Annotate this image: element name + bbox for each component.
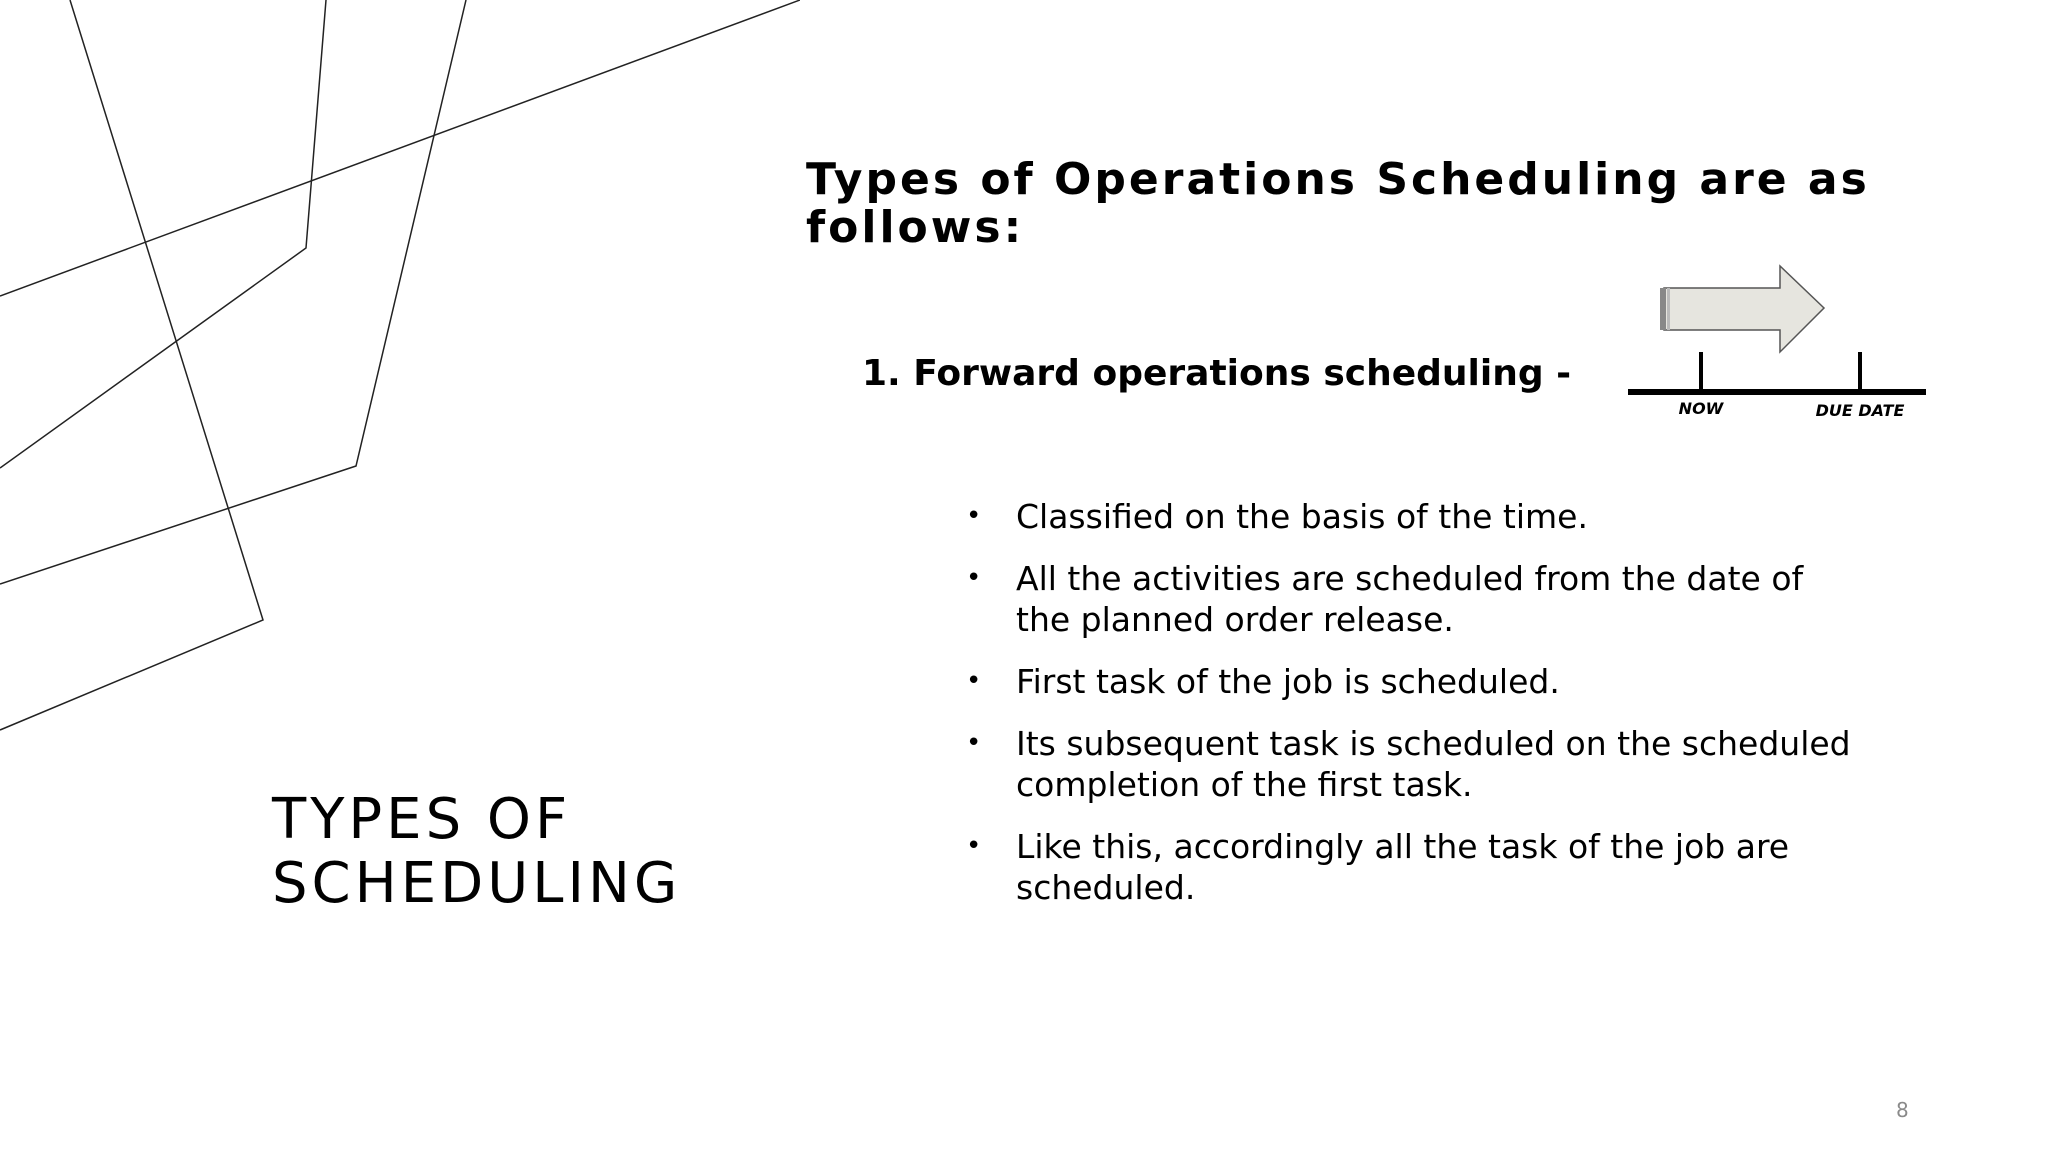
bullet-icon: •	[966, 831, 982, 861]
deco-line-1	[0, 0, 263, 730]
arrow-tail-band	[1660, 288, 1666, 330]
bullet-icon: •	[966, 563, 982, 593]
forward-scheduling-diagram	[1610, 258, 1930, 428]
list-item	[966, 558, 1866, 640]
bullet-icon: •	[966, 501, 982, 531]
list-item	[966, 496, 1866, 537]
arrow-tail-band-inner	[1667, 288, 1670, 330]
bullet-list	[966, 496, 1866, 929]
deco-line-4	[0, 0, 800, 296]
slide-title: TYPES OF SCHEDULING	[272, 787, 682, 916]
bullet-text: Its subsequent task is scheduled on the scheduled completion of the first task.	[1016, 724, 1851, 804]
list-item	[966, 826, 1866, 908]
decorative-lines	[0, 0, 800, 740]
deco-line-2	[0, 0, 326, 468]
list-item	[966, 661, 1866, 702]
slide-subtitle: Types of Operations Scheduling are as follows:	[806, 154, 1870, 253]
bullet-text: First task of the job is scheduled.	[1016, 662, 1560, 701]
now-label: NOW	[1678, 399, 1724, 418]
bullet-icon: •	[966, 728, 982, 758]
bullet-text: All the activities are scheduled from the date of the planned order release.	[1016, 559, 1804, 639]
due-date-label: DUE DATE	[1815, 401, 1905, 420]
page-number: 8	[1896, 1098, 1909, 1122]
bullet-text: Like this, accordingly all the task of the job are scheduled.	[1016, 827, 1790, 907]
bullet-icon: •	[966, 666, 982, 696]
forward-arrow-icon	[1664, 266, 1824, 352]
deco-line-3	[0, 0, 466, 584]
bullet-text: Classified on the basis of the time.	[1016, 497, 1588, 536]
section-heading: 1. Forward operations scheduling -	[862, 353, 1572, 394]
list-item	[966, 723, 1866, 805]
